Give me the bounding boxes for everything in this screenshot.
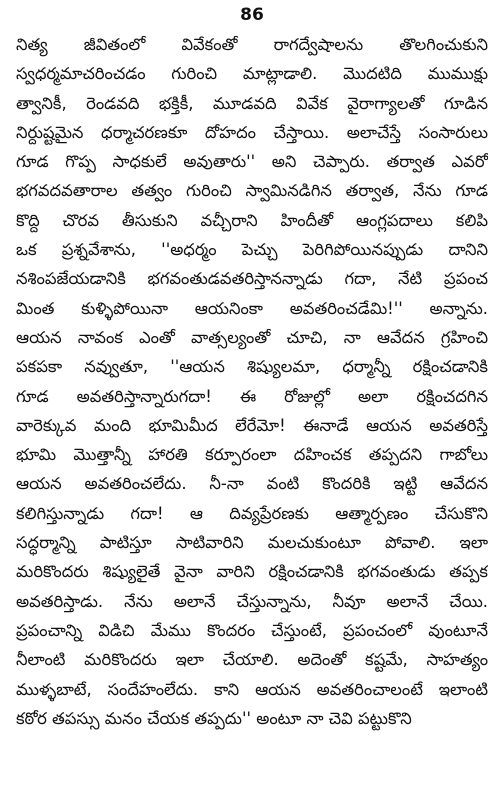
text-line: ముళ్ళబాటే, సందేహంలేదు. కాని ఆయన అవతరించాలంటే ఇలాంటి (16, 679, 488, 699)
text-line: మింత కుళ్ళిపోయినా ఆయనింకా అవతరించడేమి!'' అన్నాను. (16, 298, 488, 318)
text-line: ఆయన అవతరించలేదు. నీ-నా వంటి కొందరికి ఇట్టి ఆవేదన (16, 474, 488, 494)
text-line: భూమి మొత్తాన్నీ హారతి కర్పూరంలా దహించక తప్పదని గాబోలు (16, 445, 488, 465)
text-line: ప్రపంచాన్ని విడిచి మేము కొందరం చేస్తుంటే, ప్రపంచంలో వుంటూనే (16, 620, 488, 640)
text-line: ఒక ప్రశ్నవేశాను, ''అధర్మం పెచ్చు పెరిగిపోయినప్పుడు దానిని (16, 240, 488, 260)
text-line: నిర్దుష్టమైన ధర్మాచరణకూ దోహదం చేస్తాయి. అలాచేస్తే సంసారులు (16, 122, 488, 142)
text-line: సద్ధర్మాన్ని పాటిస్తూ సాటివారిని మలచుకుంటూ పోవాలి. ఇలా (16, 533, 488, 553)
text-line: మరికొందరు శిష్యులైతే వైనా వారిని రక్షించడానికి భగవంతుడు తప్పక (16, 562, 488, 582)
text-line: త్వానికీ, రెండవది భక్తికీ, మూడవది వివేక వైరాగ్యాలతో గూడిన (16, 93, 488, 113)
text-line: ఆయన నావంక ఎంతో వాత్సల్యంతో చూచి, నా ఆవేదన గ్రహించి (16, 327, 488, 347)
text-line: నిత్య జీవితంలో వివేకంతో రాగద్వేషాలను తొలగించుకుని (16, 35, 488, 54)
text-line: నశింపజేయడానికి భగవంతుడవతరిస్తానన్నాడు గదా, నేటి ప్రపంచ (16, 269, 488, 289)
text-line: కొద్ది చొరవ తీసుకుని వచ్చీరాని హిందీతో ఆంగ్లపదాలు కలిపి (16, 210, 488, 230)
text-line: వారెక్కువ మంది భూమిమీద లేరేమో! ఈనాడే ఆయన అవతరిస్తే (16, 415, 488, 435)
text-line: నీలాంటి మరికొందరు ఇలా చేయాలి. అదెంతో కష్టమే, సాహత్యం (16, 650, 488, 670)
text-line: భగవదవతారాల తత్వం గురించి స్వామినడిగిన తర్వాత, నేను గూడ (16, 181, 488, 201)
text-line: గూడ అవతరిస్తాన్నారుగదా! ఈ రోజుల్లో అలా రక్షించదగిన (16, 386, 488, 406)
text-line: స్వధర్మమాచరించడం గురించి మాట్లాడాలి. మొదటిది ముముక్షు (16, 64, 488, 84)
text-line: అవతరిస్తాడు. నేను అలానే చేస్తున్నాను, నీవూ అలానే చేయి. (16, 591, 488, 611)
text-line: కలిగిస్తున్నాడు గదా! ఆ దివ్యప్రేరణకు ఆత్మార్పణం చేసుకొని (16, 503, 488, 523)
text-line: గూడ గొప్ప సాధకులే అవుతారు'' అని చెప్పారు. తర్వాత ఎవరో (16, 152, 488, 172)
page-number: 86 (240, 5, 264, 25)
text-line: పకపకా నవ్వుతూ, ''ఆయన శిష్యులమా, ధర్మాన్నీ రక్షించడానికి (16, 357, 488, 377)
text-line: కఠోర తపస్సు మనం చేయక తప్పదు'' అంటూ నా చెవి పట్టుకొని (16, 708, 412, 728)
body-text (16, 30, 488, 733)
